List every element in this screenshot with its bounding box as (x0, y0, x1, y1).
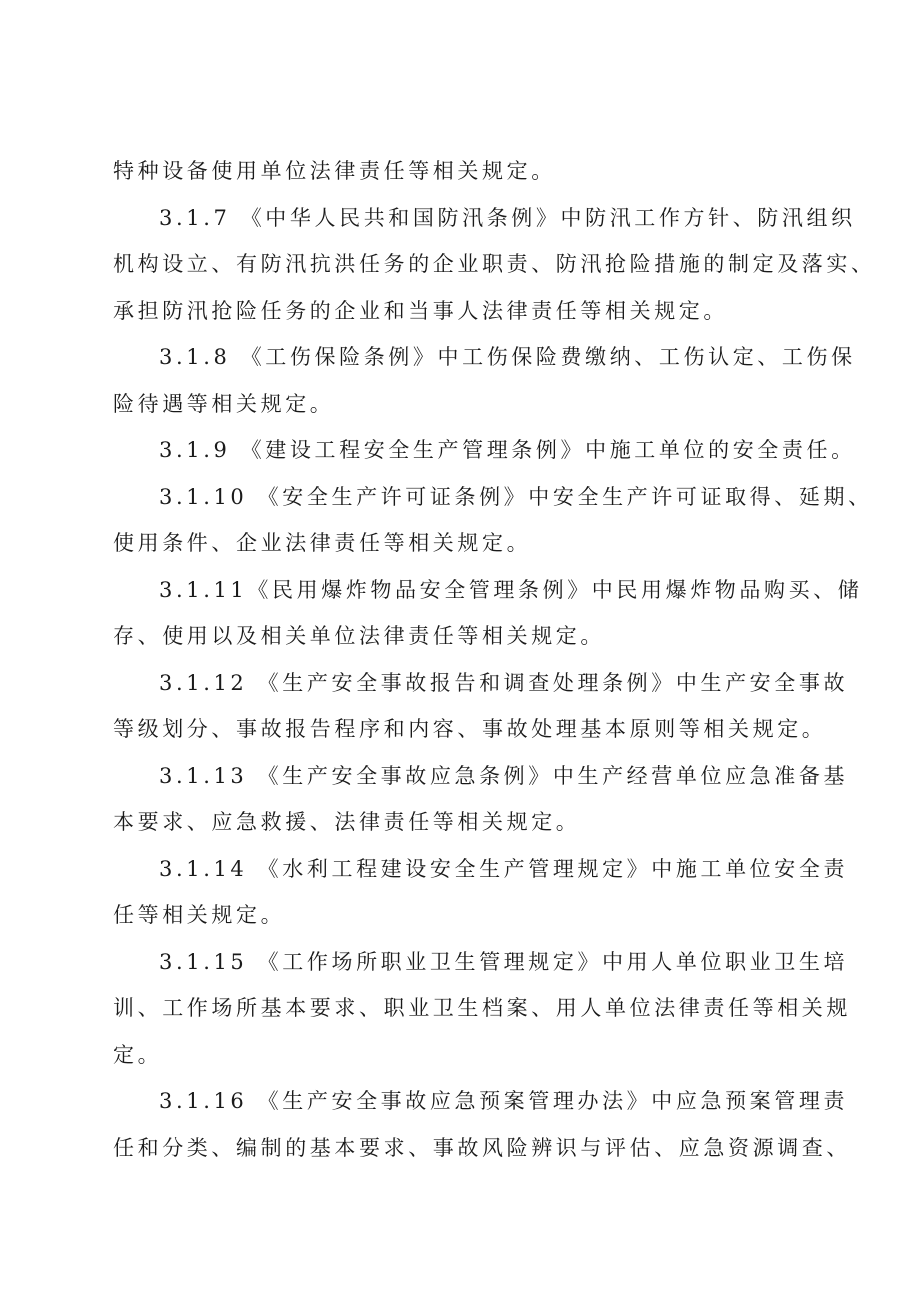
text-line: 3.1.9 《建设工程安全生产管理条例》中施工单位的安全责任。 (159, 438, 856, 462)
text-line: 3.1.16 《生产安全事故应急预案管理办法》中应急预案管理责 (159, 1089, 849, 1113)
document-body (113, 148, 876, 1171)
text-line: 承担防汛抢险任务的企业和当事人法律责任等相关规定。 (113, 298, 728, 323)
text-line: 3.1.7 《中华人民共和国防汛条例》中防汛工作方针、防汛组织 (159, 205, 856, 230)
text-line: 3.1.8 《工伤保险条例》中工伤保险费缴纳、工伤认定、工伤保 (159, 345, 856, 369)
text-line: 任等相关规定。 (113, 903, 286, 927)
text-line: 3.1.15 《工作场所职业卫生管理规定》中用人单位职业卫生培 (159, 949, 849, 974)
text-line: 3.1.14 《水利工程建设安全生产管理规定》中施工单位安全责 (159, 856, 849, 881)
text-line: 3.1.11《民用爆炸物品安全管理条例》中民用爆炸物品购买、储 (159, 577, 863, 602)
text-line: 特种设备使用单位法律责任等相关规定。 (113, 159, 556, 183)
text-line: 定。 (113, 1042, 163, 1067)
text-line: 险待遇等相关规定。 (113, 391, 335, 416)
text-line: 3.1.12 《生产安全事故报告和调查处理条例》中生产安全事故 (159, 670, 849, 695)
text-line: 等级划分、事故报告程序和内容、事故处理基本原则等相关规定。 (113, 717, 827, 741)
text-line: 3.1.13 《生产安全事故应急条例》中生产经营单位应急准备基 (159, 763, 849, 788)
text-line: 3.1.10 《安全生产许可证条例》中安全生产许可证取得、延期、 (159, 484, 873, 509)
text-line: 训、工作场所基本要求、职业卫生档案、用人单位法律责任等相关规 (113, 996, 851, 1020)
text-line: 机构设立、有防汛抗洪任务的企业职责、防汛抢险措施的制定及落实、 (113, 252, 876, 276)
text-line: 本要求、应急救援、法律责任等相关规定。 (113, 810, 581, 834)
text-line: 使用条件、企业法律责任等相关规定。 (113, 531, 532, 555)
text-line: 存、使用以及相关单位法律责任等相关规定。 (113, 624, 605, 648)
text-line: 任和分类、编制的基本要求、事故风险辨识与评估、应急资源调查、 (113, 1135, 851, 1160)
